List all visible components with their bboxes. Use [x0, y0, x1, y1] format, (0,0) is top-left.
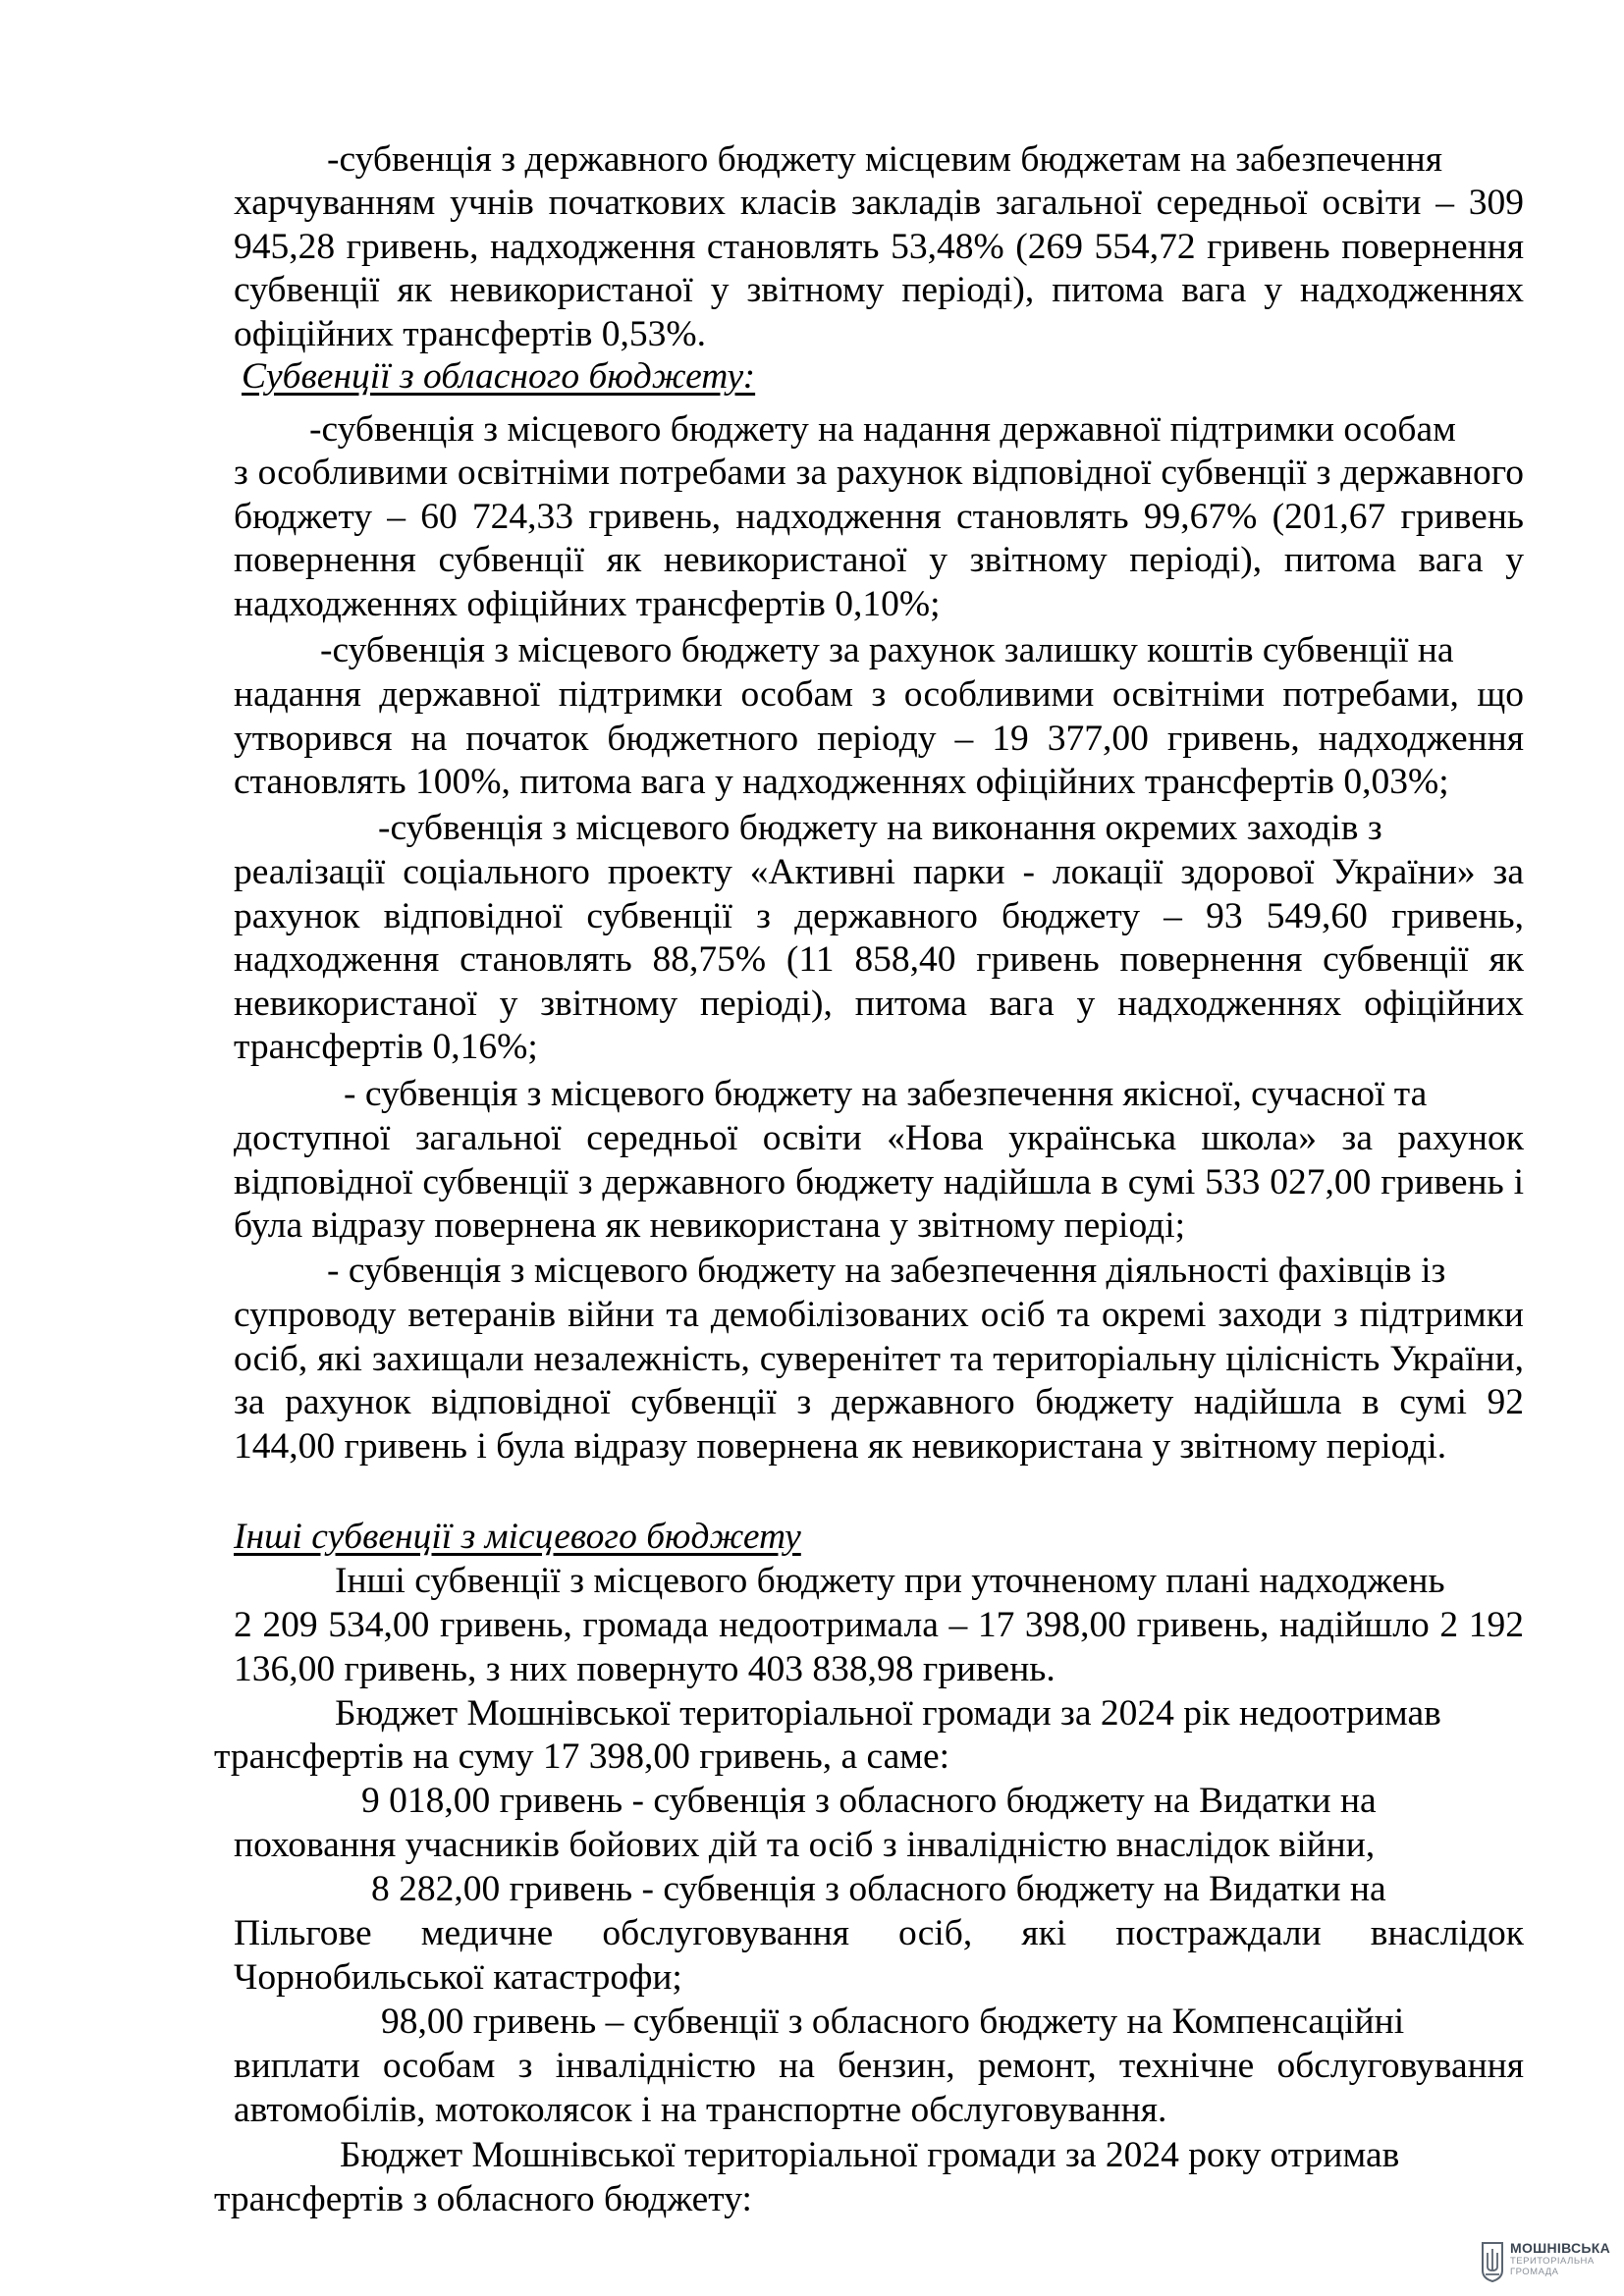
community-logo: [1481, 2239, 1618, 2286]
paragraph-first-line: Бюджет Мошнівської територіальної громади за 2024 рік недоотримав: [335, 1693, 1441, 1734]
paragraph-body: трансфертів з обласного бюджету:: [214, 2179, 752, 2219]
paragraph-first-line: -субвенція з місцевого бюджету на виконання окремих заходів з: [378, 808, 1382, 848]
logo-name: МОШНІВСЬКА: [1510, 2240, 1611, 2256]
paragraph-first-line: Бюджет Мошнівської територіальної громади за 2024 року отримав: [340, 2135, 1400, 2175]
trident-emblem-icon: [1481, 2241, 1504, 2282]
logo-subtitle: ТЕРИТОРІАЛЬНА ГРОМАДА: [1510, 2256, 1595, 2277]
paragraph-body: з особливими освітніми потребами за рахунок відповідної субвенції з державного бюджету – 60 724,33 гривень, надходження становлять 99,67% (201,67 гривень повернення субвенції як невикористаної у звітному періоді), питома вага у надходженнях офіційних трансфертів 0,10%;: [234, 453, 1524, 624]
paragraph-body: доступної загальної середньої освіти «Нова українська школа» за рахунок відповідної субвенції з державного бюджету надійшла в сумі 533 027,00 гривень і була відразу повернена як невикористана у звітному періоді;: [234, 1118, 1524, 1246]
paragraph-first-line: -субвенція з місцевого бюджету на надання державної підтримки особам: [309, 409, 1456, 450]
paragraph-first-line: 8 282,00 гривень - субвенція з обласного бюджету на Видатки на: [371, 1869, 1386, 1909]
paragraph-body: 2 209 534,00 гривень, громада недоотримала – 17 398,00 гривень, надійшло 2 192 136,00 гривень, з них повернуто 403 838,98 гривень.: [234, 1605, 1524, 1689]
paragraph-body: виплати особам з інвалідністю на бензин, ремонт, технічне обслуговування автомобілів, мотоколясок і на транспортне обслуговування.: [234, 2046, 1524, 2130]
section-heading: Субвенції з обласного бюджету:: [242, 356, 756, 397]
paragraph-first-line: Інші субвенції з місцевого бюджету при уточненому плані надходжень: [335, 1561, 1445, 1601]
paragraph-first-line: -субвенція з державного бюджету місцевим бюджетам на забезпечення: [327, 139, 1442, 180]
paragraph-first-line: - субвенція з місцевого бюджету на забезпечення діяльності фахівців із: [327, 1251, 1446, 1291]
paragraph-body: харчуванням учнів початкових класів закладів загальної середньої освіти – 309 945,28 гривень, надходження становлять 53,48% (269 554,72 гривень повернення субвенції як невикористаної у звітному періоді), питома вага у надходженнях офіційних трансфертів 0,53%.: [234, 183, 1524, 354]
paragraph-first-line: 9 018,00 гривень - субвенція з обласного бюджету на Видатки на: [361, 1781, 1377, 1821]
paragraph-body: поховання учасників бойових дій та осіб з інвалідністю внаслідок війни,: [234, 1825, 1376, 1865]
paragraph-body: трансфертів на суму 17 398,00 гривень, а саме:: [214, 1736, 950, 1777]
paragraph-body: супроводу ветеранів війни та демобілізованих осіб та окремі заходи з підтримки осіб, які захищали незалежність, суверенітет та територіальну цілісність України, за рахунок відповідної субвенції з державного бюджету надійшла в сумі 92 144,00 гривень і була відразу повернена як невикористана у звітному періоді.: [234, 1295, 1524, 1467]
paragraph-body: реалізації соціального проекту «Активні парки - локації здорової України» за рахунок відповідної субвенції з державного бюджету – 93 549,60 гривень, надходження становлять 88,75% (11 858,40 гривень повернення субвенції як невикористаної у звітному періоді), питома вага у надходженнях офіційних трансфертів 0,16%;: [234, 852, 1524, 1067]
paragraph-first-line: - субвенція з місцевого бюджету на забезпечення якісної, сучасної та: [344, 1074, 1428, 1114]
paragraph-first-line: -субвенція з місцевого бюджету за рахунок залишку коштів субвенції на: [320, 630, 1454, 670]
paragraph-first-line: 98,00 гривень – субвенції з обласного бюджету на Компенсаційні: [381, 2002, 1405, 2042]
paragraph-body: надання державної підтримки особам з особливими освітніми потребами, що утворився на початок бюджетного періоду – 19 377,00 гривень, надходження становлять 100%, питома вага у надходженнях офіційних трансфертів 0,03%;: [234, 674, 1524, 802]
section-heading: Інші субвенції з місцевого бюджету: [234, 1517, 801, 1557]
paragraph-body: Пільгове медичне обслуговування осіб, які постраждали внаслідок Чорнобильської катастрофи;: [234, 1913, 1524, 1998]
